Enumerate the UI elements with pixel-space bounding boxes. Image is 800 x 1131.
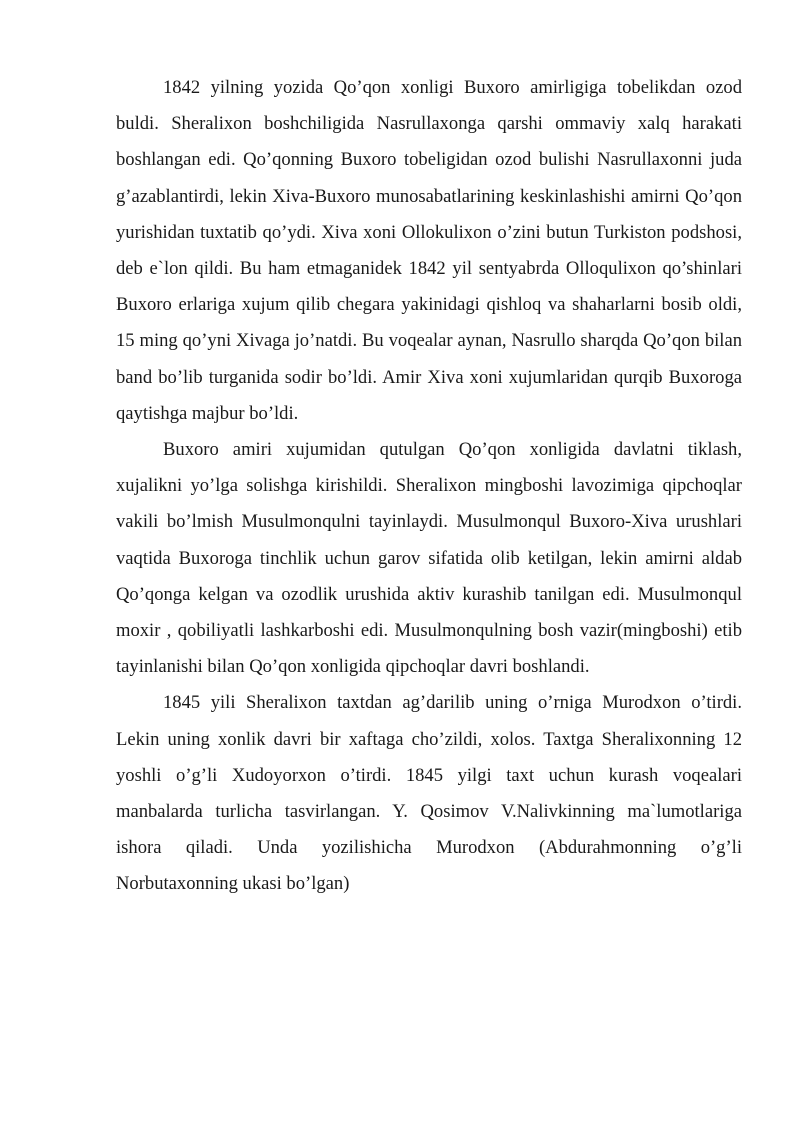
paragraph-3: 1845 yili Sheralixon taxtdan ag’darilib uning o’rniga Murodxon o’tirdi. Lekin uning xonlik davri bir xaftaga cho’zildi, xolos. Taxtga Sheralixonning 12 yoshli o’g’li Xudoyorxon o’tirdi. 1845 yilgi taxt uchun kurash voqealari manbalarda turlicha tasvirlangan. Y. Qosimov V.Nalivkinning ma`lumotlariga ishora qiladi. Unda yozilishicha Murodxon (Abdurahmonning o’g’li Norbutaxonning ukasi bo’lgan)	[116, 692, 742, 895]
document-page	[116, 70, 742, 903]
paragraph-2: Buxoro amiri xujumidan qutulgan Qo’qon xonligida davlatni tiklash, xujalikni yo’lga solishga kirishildi. Sheralixon mingboshi lavozimiga qipchoqlar vakili bo’lmish Musulmonqulni tayinlaydi. Musulmonqul Buxoro-Xiva urushlari vaqtida Buxoroga tinchlik uchun garov sifatida olib ketilgan, lekin amirni aldab Qo’qonga kelgan va ozodlik urushida aktiv kurashib tanilgan edi. Musulmonqul moxir , qobiliyatli lashkarboshi edi. Musulmonqulning bosh vazir(mingboshi) etib tayinlanishi bilan Qo’qon xonligida qipchoqlar davri boshlandi.	[116, 439, 742, 678]
paragraph-1: 1842 yilning yozida Qo’qon xonligi Buxoro amirligiga tobelikdan ozod buldi. Sheralixon boshchiligida Nasrullaxonga qarshi ommaviy xalq harakati boshlangan edi. Qo’qonning Buxoro tobeligidan ozod bulishi Nasrullaxonni juda g’azablantirdi, lekin Xiva-Buxoro munosabatlarining keskinlashishi amirni Qo’qon yurishidan tuxtatib qo’ydi. Xiva xoni Ollokulixon o’zini butun Turkiston podshosi, deb e`lon qildi. Bu ham etmaganidek 1842 yil sentyabrda Olloqulixon qo’shinlari Buxoro erlariga xujum qilib chegara yakinidagi qishloq va shaharlarni bosib oldi, 15 ming qo’yni Xivaga jo’natdi. Bu voqealar aynan, Nasrullo sharqda Qo’qon bilan band bo’lib turganida sodir bo’ldi. Amir Xiva xoni xujumlaridan qurqib Buxoroga qaytishga majbur bo’ldi.	[116, 77, 742, 424]
